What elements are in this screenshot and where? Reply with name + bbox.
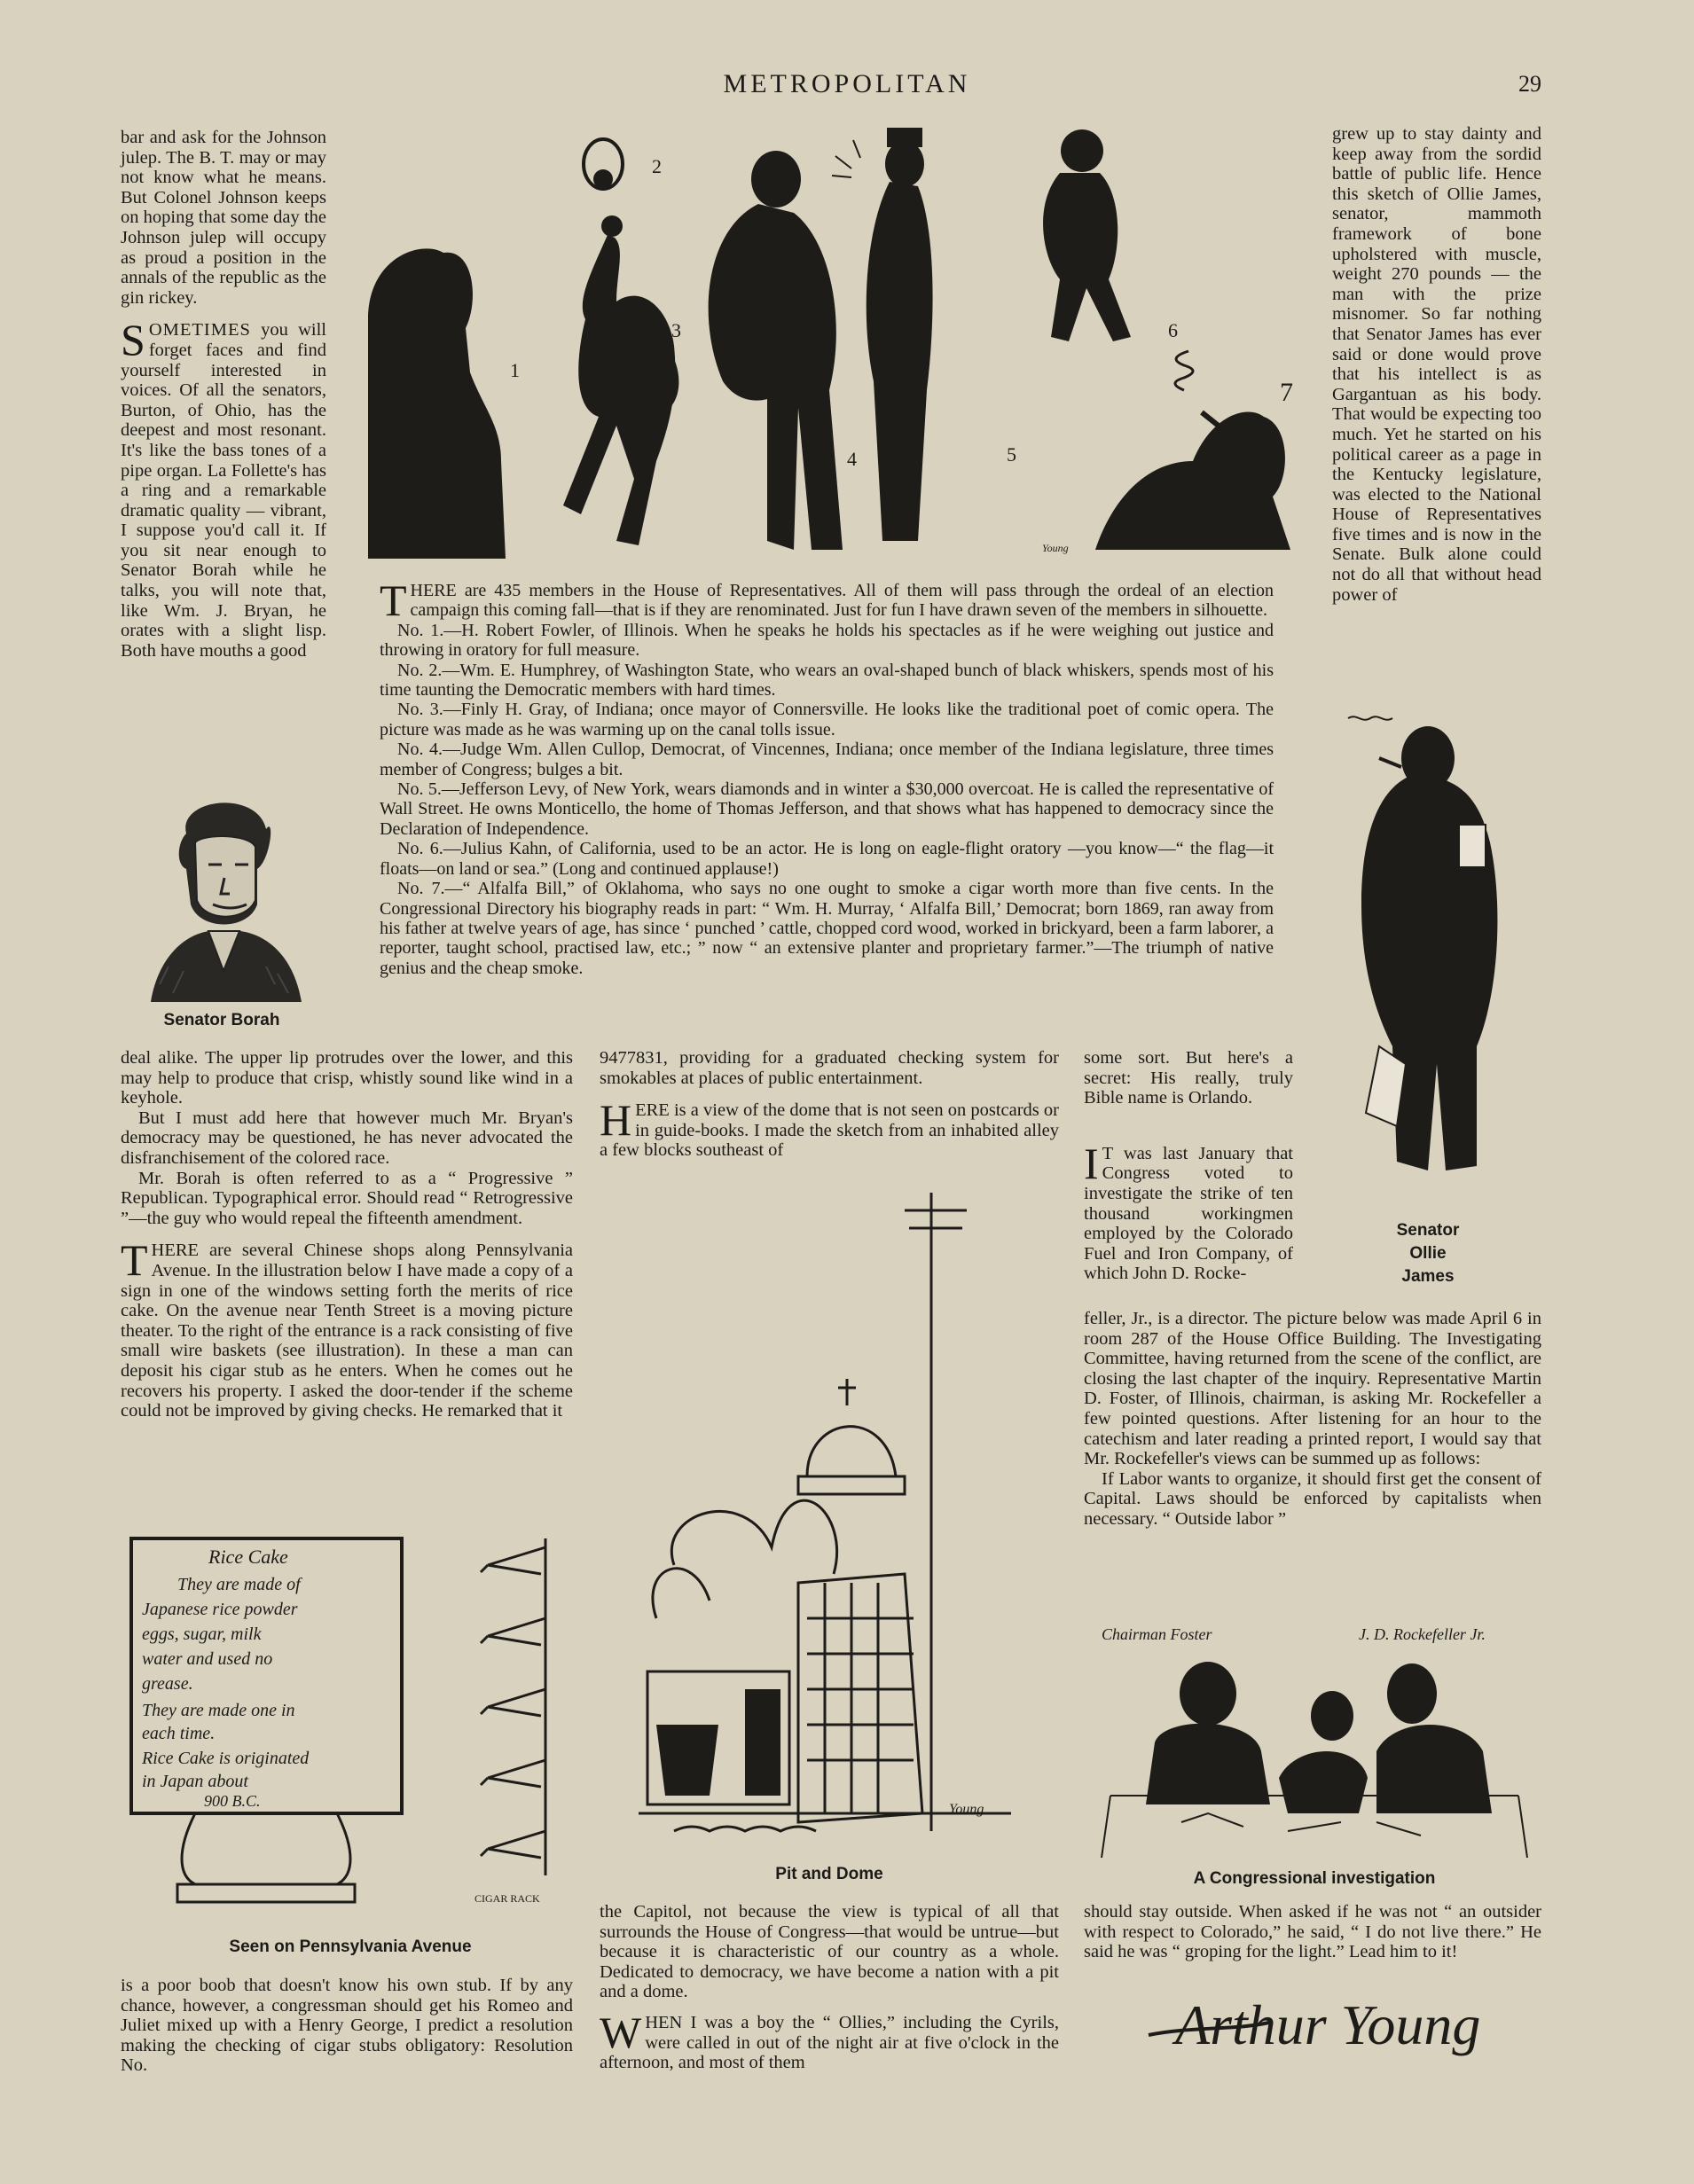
capitol-paragraph: the Capitol, not because the view is typical of all that surrounds the House of Congress—that would be untrue—but because it is characteristic of our country as a whole. Dedicated to democracy, we have become a nation with a pit and a dome. bbox=[600, 1902, 1059, 2002]
silhouette-5 bbox=[832, 128, 933, 541]
bottom-column-3-continued bbox=[1084, 1902, 1541, 1962]
dome-view-paragraph: HERE is a view of the dome that is not seen on postcards or in guide-books. I made the sketch from an inhabited alley a few blocks southeast of bbox=[600, 1095, 1059, 1161]
label-rockefeller: J. D. Rockefeller Jr. bbox=[1359, 1625, 1486, 1643]
silhouette-3 bbox=[563, 215, 678, 545]
magazine-title: METROPOLITAN bbox=[723, 69, 971, 98]
silhouettes-illustration bbox=[350, 124, 1335, 559]
sign-line-5: water and used no bbox=[142, 1649, 273, 1669]
members-intro: THERE are 435 members in the House of Representatives. All of them will pass through the ordeal of an election campaign this coming fall—that is if they are renominated. Just for fun I have drawn seven of the members in silhouette. bbox=[380, 575, 1274, 625]
bottom-column-3 bbox=[1084, 1309, 1541, 1530]
left-top-column bbox=[121, 128, 326, 661]
members-article bbox=[380, 575, 1274, 978]
senator-ollie-james-illustration bbox=[1326, 709, 1548, 1197]
silhouette-2 bbox=[584, 139, 623, 189]
member-item-4: No. 4.—Judge Wm. Allen Cullop, Democrat, of Vincennes, Indiana; once member of the Indiana legislature, three times member of Congress; bulges a bit. bbox=[380, 740, 1274, 779]
chinese-shops-paragraph: THERE are several Chinese shops along Pennsylvania Avenue. In the illustration below I have made a copy of a sign in one of the windows setting forth the merits of rice cake. On the avenue near Tenth Street is a moving picture theater. To the right of the entrance is a rack consisting of five small wire baskets (see illustration). In these a man can deposit his cigar stub as he enters. When he comes out he recovers his property. I asked the door-tender if the scheme could not be improved by giving checks. He remarked that it bbox=[121, 1235, 573, 1421]
caption-congressional-investigation: A Congressional investigation bbox=[1193, 1869, 1436, 1888]
caption-rice-cake: Seen on Pennsylvania Avenue bbox=[229, 1937, 472, 1956]
arthur-young-signature bbox=[1140, 1982, 1548, 2070]
voices-paragraph: SOMETIMES you will forget faces and find yourself interested in voices. Of all the senators, Burton, of Ohio, has the deepest and most resonant. It's like the bass tones of a pipe organ. La Follette's has a ring and a remarkable dramatic quality — vibrant, I suppose you'd call it. If you sit near enough to Senator Borah while he talks, you will note that, like Wm. J. Bryan, he orates with a slight lisp. Both have mouths a good bbox=[121, 315, 326, 661]
congressional-investigation-illustration bbox=[1093, 1618, 1536, 1867]
borah-lip-paragraph: deal alike. The upper lip protrudes over the lower, and this may help to produce that crisp, whistly sound like wind in a keyhole. bbox=[121, 1048, 573, 1108]
silhouette-number-5: 5 bbox=[1007, 443, 1016, 466]
cigar-rack-label: CIGAR RACK bbox=[474, 1892, 540, 1905]
dome-signature: Young bbox=[949, 1802, 984, 1817]
bryan-paragraph: But I must add here that however much Mr. Bryan's democracy may be questioned, he has never advocated the disfranchisement of the colored race. bbox=[121, 1108, 573, 1168]
member-item-1: No. 1.—H. Robert Fowler, of Illinois. When he speaks he holds his spectacles as if he were weighing out justice and throwing in oratory for full measure. bbox=[380, 620, 1274, 661]
outsider-paragraph: should stay outside. When asked if he was not “ an outsider with respect to Colorado,” he said, “ I do not live there.” He said he was “ groping for the light.” Lead him to it! bbox=[1084, 1902, 1541, 1962]
drop-cap: T bbox=[380, 575, 407, 625]
orlando-paragraph: some sort. But here's a secret: His really, truly Bible name is Orlando. bbox=[1084, 1048, 1293, 1108]
silhouette-number-3: 3 bbox=[671, 319, 681, 341]
page-number: 29 bbox=[1518, 71, 1541, 97]
resolution-paragraph: 9477831, providing for a graduated checking system for smokables at places of public entertainment. bbox=[600, 1048, 1059, 1088]
caption-borah: Senator Borah bbox=[163, 1011, 280, 1029]
bottom-column-2 bbox=[600, 1048, 1059, 1161]
member-item-6: No. 6.—Julius Kahn, of California, used to be an actor. He is long on eagle-flight oratory —you know—“ the flag—it floats—on land or sea.” (Long and continued applause!) bbox=[380, 839, 1274, 879]
rockefeller-paragraph: feller, Jr., is a director. The picture below was made April 6 in room 287 of the House Office Building. The Investigating Committee, having returned from the scene of the conflict, are closing the last chapter of the inquiry. Representative Martin D. Foster, of Illinois, chairman, is asking Mr. Rockefeller a few pointed questions. After listening for an hour to the catechism and later reading a printed report, I would say that Mr. Rockefeller's views can be summed up as follows: bbox=[1084, 1309, 1541, 1469]
sign-line-4: eggs, sugar, milk bbox=[142, 1624, 262, 1644]
ollies-paragraph: WHEN I was a boy the “ Ollies,” including the Cyrils, were called in out of the night air at five o'clock in the afternoon, and most of them bbox=[600, 2007, 1059, 2073]
bottom-column-2-continued bbox=[600, 1902, 1059, 2073]
sign-line-2: They are made of bbox=[177, 1575, 301, 1594]
cigar-rack bbox=[481, 1538, 545, 1875]
sign-line-7: They are made one in bbox=[142, 1701, 295, 1720]
silhouette-number-7: 7 bbox=[1280, 378, 1293, 407]
julep-paragraph: bar and ask for the Johnson julep. The B. T. may or may not know what he means. But Colonel Johnson keeps on hoping that some day the Johnson julep will occupy as proud a position in the annals of the republic as the gin rickey. bbox=[121, 128, 326, 308]
ollie-paragraph: grew up to stay dainty and keep away from the sordid battle of public life. Hence this sketch of Ollie James, senator, mammoth framework of bone upholstered with muscle, weight 270 pounds — the man with the prize misnomer. So far nothing that Senator James has ever said or done would prove that his intellect is as Gargantuan as his body. That would be expecting too much. Yet he started on his political career as a page in the Kentucky legislature, was elected to the National House of Representatives five times and is now in the Senate. Bulk alone could not do all that without head power of bbox=[1332, 124, 1541, 605]
bottom-column-3-narrow bbox=[1084, 1048, 1293, 1284]
caption-ollie-james: Senator Ollie James bbox=[1396, 1221, 1460, 1286]
silhouette-1 bbox=[368, 248, 506, 559]
sign-line-3: Japanese rice powder bbox=[142, 1600, 298, 1619]
sign-line-10: in Japan about bbox=[142, 1772, 248, 1791]
january-paragraph: I T was last January that Congress voted to investigate the strike of ten thousand workingmen employed by the Colorado Fuel and Iron Company, of which John D. Rocke- bbox=[1084, 1138, 1293, 1284]
labor-paragraph: If Labor wants to organize, it should first get the consent of Capital. Laws should be enforced by capitalists when necessary. “ Outside labor ” bbox=[1084, 1468, 1541, 1529]
drop-cap: W bbox=[600, 2007, 642, 2057]
silhouette-4 bbox=[709, 151, 843, 550]
drop-cap: S bbox=[121, 315, 145, 365]
member-item-3: No. 3.—Finly H. Gray, of Indiana; once mayor of Connersville. He looks like the traditional poet of comic opera. The picture was made as he was warming up on the canal tolls issue. bbox=[380, 700, 1274, 740]
member-item-2: No. 2.—Wm. E. Humphrey, of Washington State, who wears an oval-shaped bunch of black whiskers, spends most of his time taunting the Democratic members with hard times. bbox=[380, 660, 1274, 701]
right-top-column bbox=[1332, 124, 1541, 605]
caption-pit-and-dome: Pit and Dome bbox=[775, 1865, 883, 1883]
sign-line-11: 900 B.C. bbox=[204, 1792, 261, 1810]
rice-cake-sign-illustration bbox=[124, 1530, 585, 1937]
silhouette-number-2: 2 bbox=[652, 155, 662, 177]
silhouette-7 bbox=[1095, 351, 1290, 550]
signature-text: Arthur Young bbox=[1175, 1993, 1481, 2056]
drop-cap: T bbox=[121, 1235, 148, 1286]
progressive-paragraph: Mr. Borah is often referred to as a “ Progressive ” Republican. Typographical error. Should read “ Retrogressive ”—the guy who would repeal the fifteenth amendment. bbox=[121, 1168, 573, 1228]
label-chairman-foster: Chairman Foster bbox=[1102, 1625, 1212, 1643]
member-item-5: No. 5.—Jefferson Levy, of New York, wears diamonds and in winter a $30,000 overcoat. He is called the representative of Wall Street. He owns Monticello, the home of Thomas Jefferson, and that shows what has happened to democracy since the Declaration of Independence. bbox=[380, 779, 1274, 839]
member-item-7: No. 7.—“ Alfalfa Bill,” of Oklahoma, who says no one ought to smoke a cigar worth more than five cents. In the Congressional Directory his biography reads in part: “ Wm. H. Murray, ‘ Alfalfa Bill,’ Democrat; born 1869, ran away from his father at twelve years of age, has since ‘ punched ’ cattle, chopped cord wood, worked in brickyard, been a farm laborer, a reporter, taught school, practised law, etc.; ” now “ an extensive planter and proprietary farmer.”—The triumph of native genius and the cheap smoke. bbox=[380, 879, 1274, 978]
drop-cap: I bbox=[1084, 1138, 1099, 1188]
sign-line-9: Rice Cake is originated bbox=[142, 1749, 310, 1768]
bottom-column-1-continued bbox=[121, 1976, 573, 2076]
silhouette-number-4: 4 bbox=[847, 448, 857, 470]
senator-borah-portrait bbox=[124, 780, 319, 1002]
stub-paragraph: is a poor boob that doesn't know his own stub. If by any chance, however, a congressman should get his Romeo and Juliet mixed up with a Henry George, I predict a resolution making the checking of cigar stubs obligatory: Resolution No. bbox=[121, 1976, 573, 2076]
pit-and-dome-illustration bbox=[621, 1193, 1038, 1849]
silhouette-number-1: 1 bbox=[510, 359, 520, 381]
drop-cap: H bbox=[600, 1095, 632, 1146]
bottom-column-1 bbox=[121, 1048, 573, 1421]
silhouette-6 bbox=[1043, 129, 1131, 341]
sign-line-8: each time. bbox=[142, 1724, 216, 1743]
silhouette-number-6: 6 bbox=[1168, 319, 1178, 341]
sign-line-1: Rice Cake bbox=[208, 1546, 288, 1568]
silhouette-signature: Young bbox=[1042, 542, 1069, 554]
sign-line-6: grease. bbox=[142, 1674, 193, 1694]
